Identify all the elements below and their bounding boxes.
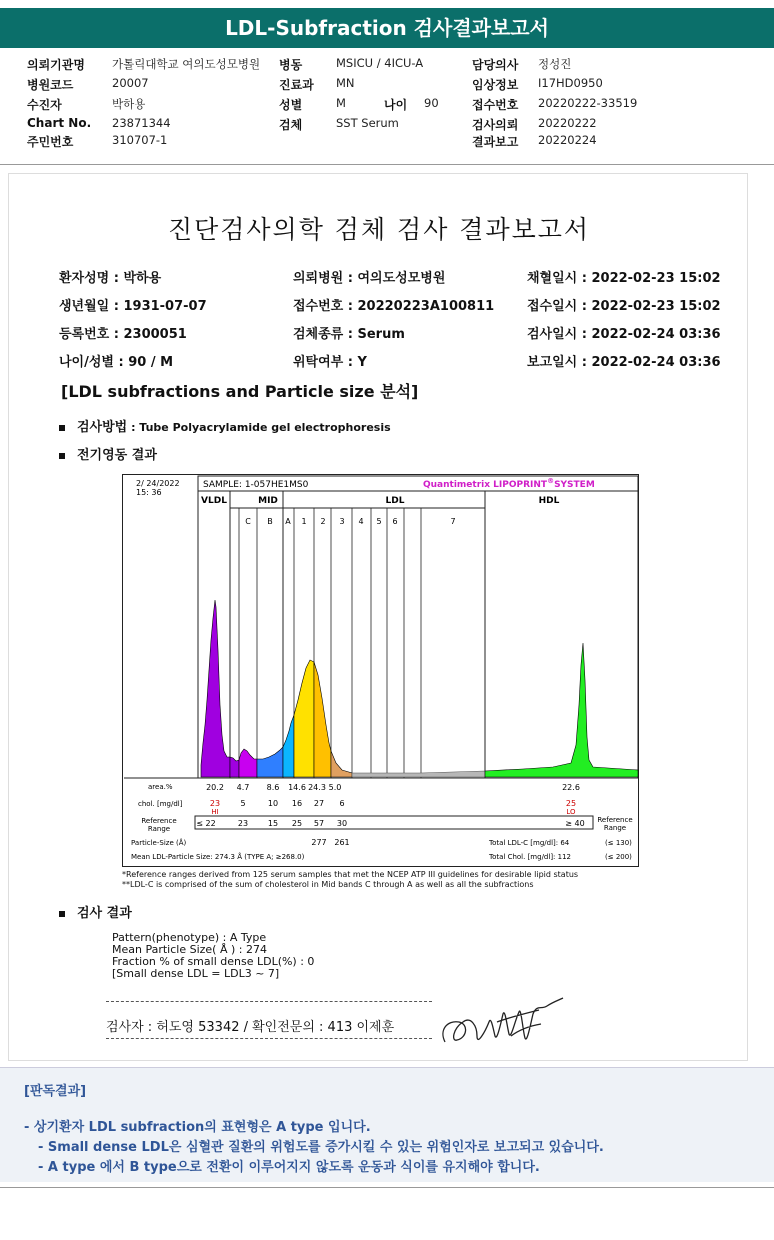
- header-key: 검사의뢰: [472, 118, 519, 132]
- header-divider: [0, 164, 774, 165]
- plot-frame: [198, 476, 638, 778]
- chol-hdl: 25: [565, 799, 577, 808]
- judgement-title: [판독결과]: [24, 1084, 87, 1099]
- chol-vldl-flag: HI: [211, 808, 219, 816]
- signature-image: [437, 992, 565, 1056]
- chart-time: 15: 36: [136, 488, 162, 497]
- result-heading: 검사 결과: [77, 906, 132, 921]
- particle-size-ldl1: 277: [311, 838, 327, 847]
- ref-box: [195, 816, 593, 829]
- patient-name: 환자성명 : 박하용: [59, 271, 162, 286]
- footnote: *Reference ranges derived from 125 serum samples that met the NCEP ATP III guidelines for desirable lipid status: [122, 870, 579, 879]
- ref-row-label: Reference: [141, 817, 177, 825]
- method-line: [59, 416, 391, 435]
- chol-ldl2: 6: [339, 799, 345, 808]
- header-value: 가톨릭대학교 여의도성모병원: [112, 57, 261, 71]
- band-label-c: C: [245, 517, 251, 526]
- band-label-1: 1: [301, 517, 307, 526]
- ldl3-band: [331, 751, 352, 777]
- specimen-type: 검체종류 : Serum: [293, 327, 405, 342]
- hospital: 의뢰병원 : 여의도성모병원: [293, 271, 446, 286]
- band-lines: [230, 491, 485, 778]
- ref-vldl: ≤ 22: [196, 819, 216, 828]
- mid-c-band: [239, 749, 257, 777]
- judgement-line: - A type 에서 B type으로 전환이 이루어지지 않도록 운동과 식이를 유지해야 합니다.: [38, 1160, 540, 1175]
- chol-b: 10: [267, 799, 279, 808]
- electrophoresis-trace: [201, 600, 638, 777]
- band-label-5: 5: [376, 517, 382, 526]
- bullet-icon: [59, 453, 65, 459]
- header-value: 20007: [112, 76, 149, 90]
- header-row-4: [0, 116, 774, 133]
- area-b: 8.6: [266, 783, 280, 792]
- group-mid: MID: [258, 496, 278, 506]
- mid-b-band: [257, 747, 283, 777]
- header-key: 병원코드: [27, 78, 74, 92]
- header-value: SST Serum: [336, 116, 399, 130]
- header-row-1: [0, 56, 774, 73]
- area-hdl: 22.6: [562, 783, 580, 792]
- header-value: 박하용: [112, 97, 146, 111]
- ref-ldl2: 30: [336, 819, 348, 828]
- bullet-icon: [59, 425, 65, 431]
- area-a: 14.6: [288, 783, 306, 792]
- ref-a: 25: [291, 819, 303, 828]
- report-heading: 진단검사의학 검체 검사 결과보고서: [167, 215, 591, 244]
- footnote: **LDL-C is comprised of the sum of cholesterol in Mid bands C through A as well as all the subfractions: [122, 880, 534, 889]
- header-key: 담당의사: [472, 58, 519, 72]
- header-value: 310707-1: [112, 133, 168, 147]
- electrophoresis-label: 전기영동 결과: [77, 448, 157, 463]
- header-row-2: [0, 76, 774, 93]
- total-ldl-ref: (≤ 130): [605, 839, 632, 847]
- header-key: 의뢰기관명: [27, 58, 85, 72]
- header-row-5: [0, 133, 774, 150]
- result-line: Pattern(phenotype) : A Type: [112, 931, 267, 944]
- ref-right-label: Reference: [597, 816, 633, 824]
- system-tail: SYSTEM: [554, 480, 595, 490]
- receipt-datetime: 접수일시 : 2022-02-23 15:02: [527, 299, 721, 314]
- chol-ldl1: 27: [313, 799, 325, 808]
- age-sex: 나이/성별 : 90 / M: [59, 355, 174, 370]
- chol-vldl: 23: [209, 799, 221, 808]
- report-title-bar: LDL-Subfraction 검사결과보고서: [0, 8, 774, 48]
- result-heading-line: [59, 902, 132, 921]
- judgement-panel: [0, 1067, 774, 1182]
- lipoprint-chart: [122, 474, 639, 867]
- result-line: Mean Particle Size( Å ) : 274: [112, 943, 267, 956]
- header-key: 병동: [279, 58, 303, 72]
- header-key: Chart No.: [27, 116, 92, 130]
- header-key: 나이: [384, 98, 408, 112]
- electrophoresis-line: [59, 444, 157, 463]
- area-c: 4.7: [236, 783, 250, 792]
- result-line: Fraction % of small dense LDL(%) : 0: [112, 955, 315, 968]
- bottom-divider: [0, 1187, 774, 1188]
- chol-hdl-flag: LO: [566, 808, 576, 816]
- signature-dash-top: [106, 1001, 432, 1002]
- judgement-line: - 상기환자 LDL subfraction의 표현형은 A type 입니다.: [24, 1120, 371, 1135]
- ref-row-label-2: Range: [147, 825, 171, 833]
- header-value: 20220224: [538, 133, 597, 147]
- judgement-line: - Small dense LDL은 심혈관 질환의 위험도를 증가시킬 수 있는 위험인자로 보고되고 있습니다.: [38, 1140, 604, 1155]
- band-label-7: 7: [450, 517, 456, 526]
- header-value: 20220222-33519: [538, 96, 638, 110]
- report-datetime: 보고일시 : 2022-02-24 03:36: [527, 355, 721, 370]
- mid-a-band: [283, 715, 294, 777]
- total-chol-ref: (≤ 200): [605, 853, 632, 861]
- receipt-number: 접수번호 : 20220223A100811: [293, 299, 495, 314]
- system-sup: ®: [547, 477, 555, 485]
- header-value: M: [336, 96, 346, 110]
- collect-datetime: 채혈일시 : 2022-02-23 15:02: [527, 271, 721, 286]
- particle-size-ldl2: 261: [334, 838, 350, 847]
- total-ldl: Total LDL-C [mg/dl]: 64: [489, 839, 570, 847]
- bullet-icon: [59, 911, 65, 917]
- ref-b: 15: [267, 819, 279, 828]
- consignment: 위탁여부 : Y: [293, 355, 367, 370]
- signature-stroke: [443, 998, 563, 1042]
- system-name: Quantimetrix LIPOPRINT: [423, 480, 548, 490]
- chol-a: 16: [291, 799, 303, 808]
- group-hdl: HDL: [538, 496, 560, 506]
- header-value: MSICU / 4ICU-A: [336, 56, 424, 70]
- lipoprint-svg: [123, 475, 640, 868]
- header-value: I17HD0950: [538, 76, 603, 90]
- sample-label: SAMPLE: 1-057HE1MS0: [203, 480, 309, 490]
- method-value: : Tube Polyacrylamide gel electrophoresis: [127, 421, 391, 434]
- header-key: 진료과: [279, 78, 314, 92]
- chart-date: 2/ 24/2022: [136, 479, 180, 488]
- ref-ldl1: 57: [313, 819, 325, 828]
- group-ldl: LDL: [385, 496, 405, 506]
- request-header: [0, 52, 774, 162]
- header-value: 정성진: [538, 57, 572, 71]
- section-title: [LDL subfractions and Particle size 분석]: [61, 382, 419, 401]
- chart-footnotes: [122, 870, 578, 890]
- method-label: 검사방법: [77, 420, 128, 435]
- band-label-4: 4: [358, 517, 364, 526]
- band-label-b: B: [267, 517, 273, 526]
- header-value: 20220222: [538, 116, 597, 130]
- system-label: [423, 477, 595, 490]
- chol-row-label: chol. [mg/dl]: [138, 800, 183, 808]
- mean-size: Mean LDL-Particle Size: 274.3 Å (TYPE A; ≥268.0): [131, 853, 305, 861]
- birth-date: 생년월일 : 1931-07-07: [59, 299, 207, 314]
- chol-c: 5: [240, 799, 246, 808]
- total-chol: Total Chol. [mg/dl]: 112: [489, 853, 571, 861]
- ref-right-label-2: Range: [603, 824, 627, 832]
- header-key: 주민번호: [27, 135, 74, 149]
- header-key: 검체: [279, 118, 303, 132]
- area-row-label: area.%: [148, 783, 173, 791]
- test-datetime: 검사일시 : 2022-02-24 03:36: [527, 327, 721, 342]
- ldl4-7-baseline: [352, 771, 485, 777]
- vldl-tail: [230, 757, 239, 777]
- ref-c: 23: [237, 819, 249, 828]
- header-value: 90: [424, 96, 439, 110]
- header-value: 23871344: [112, 116, 171, 130]
- band-label-6: 6: [392, 517, 398, 526]
- signature-line: 검사자 : 허도영 53342 / 확인전문의 : 413 이제훈: [106, 1020, 395, 1035]
- band-label-a: A: [285, 517, 291, 526]
- ldl2-band: [314, 662, 331, 777]
- hdl-peak: [485, 643, 638, 777]
- ldl1-band: [294, 660, 314, 777]
- header-key: 임상정보: [472, 78, 519, 92]
- result-block: [112, 932, 314, 980]
- area-ldl2: 5.0: [328, 783, 342, 792]
- header-key: 수진자: [27, 98, 62, 112]
- registration-number: 등록번호 : 2300051: [59, 327, 187, 342]
- band-label-2: 2: [320, 517, 326, 526]
- header-row-3: [0, 96, 774, 113]
- group-vldl: VLDL: [201, 496, 227, 506]
- band-label-3: 3: [339, 517, 345, 526]
- ref-hdl: ≥ 40: [565, 819, 585, 828]
- vldl-peak: [201, 600, 230, 777]
- result-line: [Small dense LDL = LDL3 ~ 7]: [112, 967, 280, 980]
- header-key: 성별: [279, 98, 303, 112]
- particle-size-label: Particle-Size (Å): [131, 839, 187, 847]
- header-value: MN: [336, 76, 355, 90]
- signature-dash-bottom: [106, 1038, 432, 1039]
- header-key: 결과보고: [472, 135, 519, 149]
- area-ldl1: 24.3: [308, 783, 326, 792]
- report-paper: [8, 173, 748, 1061]
- area-vldl: 20.2: [206, 783, 224, 792]
- header-key: 접수번호: [472, 98, 519, 112]
